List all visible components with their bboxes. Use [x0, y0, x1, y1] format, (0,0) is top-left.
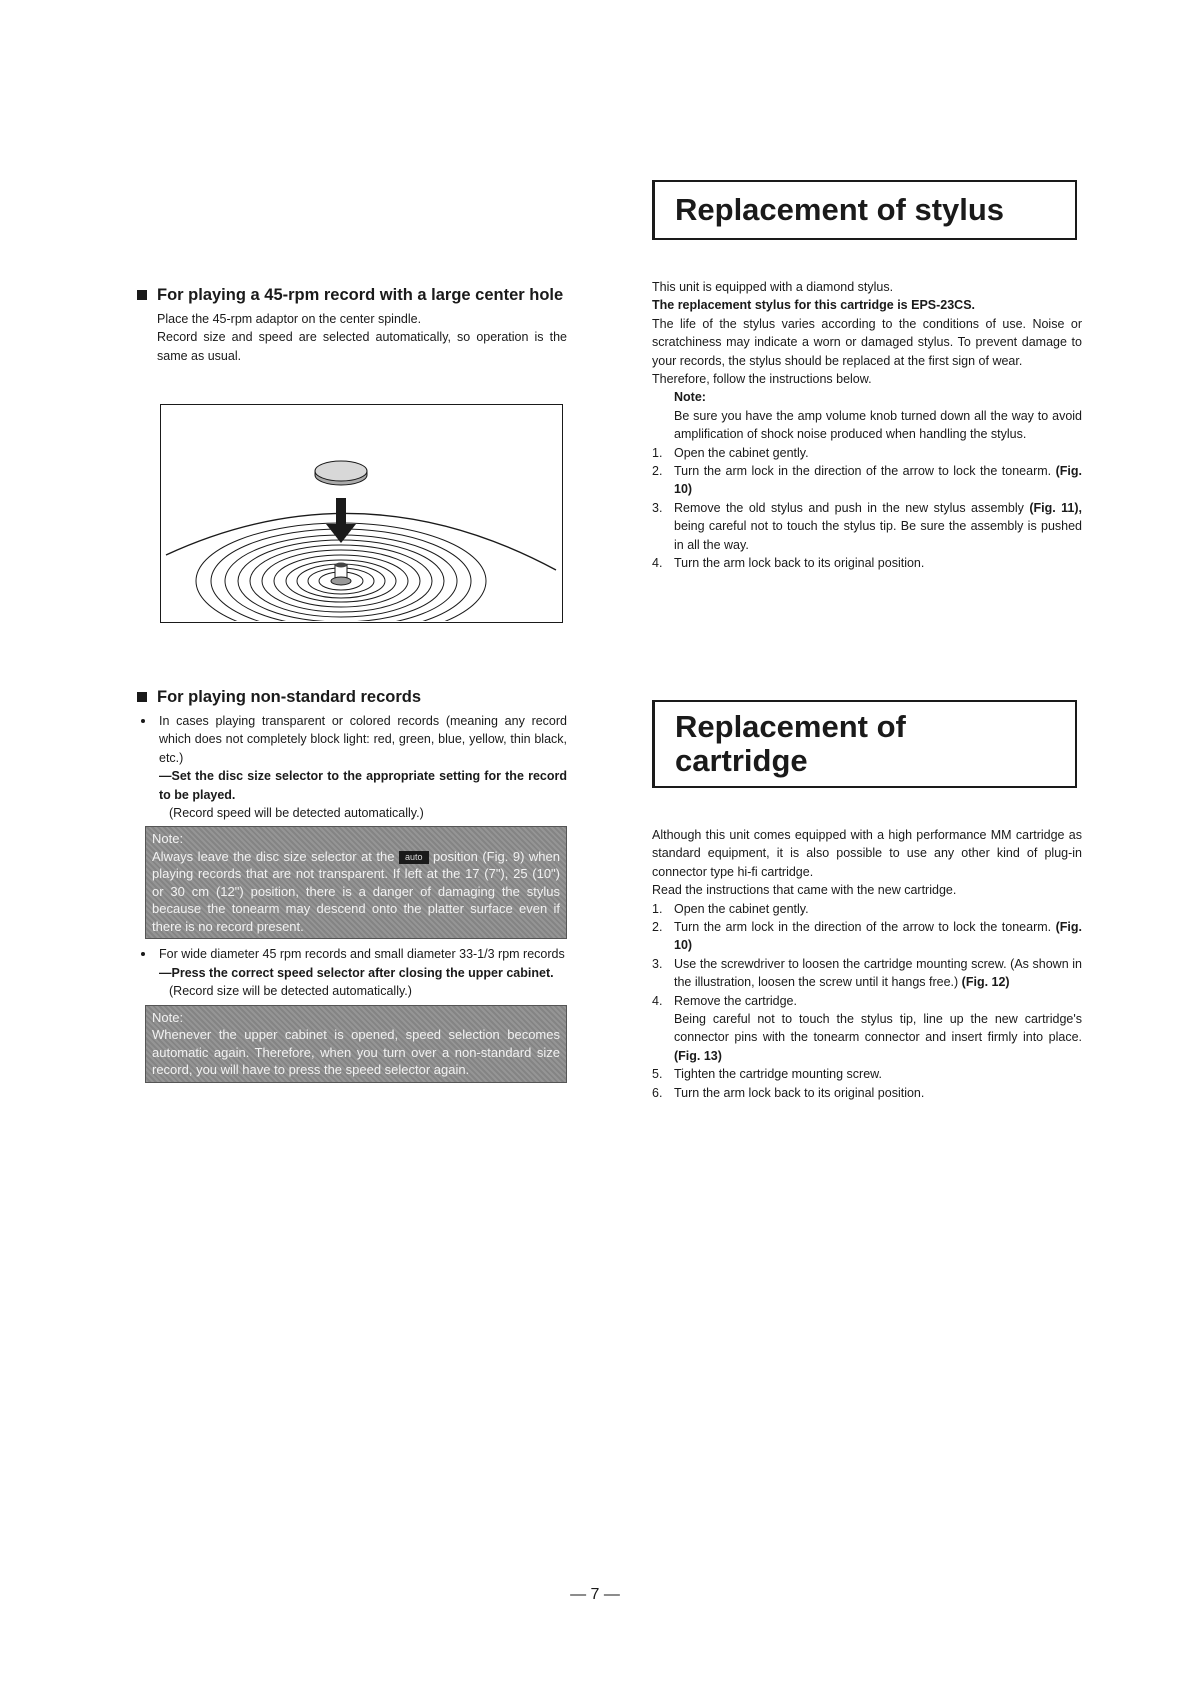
- cartridge-p2: Read the instructions that came with the new cartridge.: [652, 883, 957, 898]
- note2-text: Whenever the upper cabinet is opened, speed selection becomes automatic again. Therefore, when you turn over a non-standard size record, you will have to press the speed selector again.: [152, 1027, 560, 1078]
- stylus-step: 4. Turn the arm lock back to its original position.: [652, 556, 925, 571]
- cartridge-steps: [652, 900, 1082, 1102]
- cartridge-step: 5. Tighten the cartridge mounting screw.: [652, 1067, 882, 1082]
- section-nonstandard-title: For playing non-standard records: [137, 686, 567, 709]
- stylus-note-text: Be sure you have the amp volume knob turned down all the way to avoid amplification of shock noise produced when handling the stylus.: [674, 408, 1082, 442]
- stylus-step: 3. Remove the old stylus and push in the new stylus assembly (Fig. 11), being careful not to touch the stylus tip. Be sure the assembly is pushed in all the way.: [652, 500, 1083, 552]
- cartridge-step: 3. Use the screwdriver to loosen the cartridge mounting screw. (As shown in the illustration, loosen the screw until it hangs free.) (Fig. 12): [652, 956, 1082, 990]
- cartridge-heading-line2: cartridge: [675, 743, 808, 778]
- note2-label: Note:: [152, 1009, 184, 1025]
- bullet-transparent-note: (Record speed will be detected automatically.): [169, 806, 424, 821]
- stylus-p3: The life of the stylus varies according to the conditions of use. Noise or scratchiness may indicate a worn or damaged stylus. To prevent damage to your records, the stylus should be replaced at the first sign of wear.: [652, 316, 1082, 368]
- stylus-step: 1. Open the cabinet gently.: [652, 445, 809, 460]
- stylus-steps: [652, 444, 1082, 573]
- bullet-wide-instruction: —Press the correct speed selector after closing the upper cabinet.: [159, 965, 554, 980]
- cartridge-step: 1. Open the cabinet gently.: [652, 901, 809, 916]
- bullet-transparent-records: In cases playing transparent or colored records (meaning any record which does not completely block light: red, green, blue, yellow, thin black, etc.) —Set the disc size selector to the appropriate setting for the record to be played. (Record speed will be detected automatically.): [137, 712, 567, 822]
- record-adaptor-drawing: [161, 405, 561, 621]
- square-bullet-icon: [137, 692, 147, 702]
- cartridge-step: 2. Turn the arm lock in the direction of the arrow to lock the tonearm. (Fig. 10): [652, 920, 1082, 953]
- cartridge-heading-line1: Replacement of: [675, 709, 906, 744]
- bullet-wide-note: (Record size will be detected automatically.): [169, 984, 412, 999]
- note1-label: Note:: [152, 831, 184, 847]
- section-45rpm-p1: Place the 45-rpm adaptor on the center spindle.: [157, 312, 422, 326]
- cartridge-step: 6. Turn the arm lock back to its original position.: [652, 1085, 925, 1100]
- page-number: — 7 —: [570, 1586, 620, 1603]
- cartridge-p1: Although this unit comes equipped with a high performance MM cartridge as standard equipment, it is also possible to use any other kind of plug-in connector type hi-fi cartridge.: [652, 828, 1082, 879]
- square-bullet-icon: [137, 290, 147, 300]
- stylus-note-label: Note:: [674, 390, 706, 405]
- stylus-p1: This unit is equipped with a diamond stylus.: [652, 280, 894, 294]
- bullet-transparent-instruction: —Set the disc size selector to the appropriate setting for the record to be played.: [159, 769, 567, 802]
- bullet-dot-icon: [141, 952, 145, 956]
- stylus-p4: Therefore, follow the instructions below.: [652, 372, 872, 387]
- section-nonstandard: [137, 686, 567, 1083]
- section-45rpm-p2: Record size and speed are selected automatically, so operation is the same as usual.: [157, 330, 567, 363]
- cartridge-heading: [652, 700, 1077, 788]
- adaptor-illustration: [160, 404, 563, 623]
- note-box-disc-size: Note: Always leave the disc size selector at the auto position (Fig. 9) when playing records that are not transparent. If left at the 17 (7"), 25 (10") or 30 cm (12") position, there is a danger of damaging the stylus because the tonearm may descend onto the platter surface even if there is no record present.: [145, 826, 567, 939]
- auto-position-tag: auto: [399, 851, 429, 864]
- cartridge-step: 4. Remove the cartridge. Being careful not to touch the stylus tip, line up the new cartridge's connector pins with the tonearm connector and insert firmly into place. (Fig. 13): [652, 993, 1082, 1063]
- bullet-wide-diameter: For wide diameter 45 rpm records and small diameter 33-1/3 rpm records —Press the correct speed selector after closing the upper cabinet. (Record size will be detected automatically.): [137, 945, 567, 1000]
- section-cartridge-body: [652, 826, 1082, 1102]
- stylus-heading: Replacement of stylus: [652, 180, 1077, 240]
- section-stylus-body: [652, 278, 1082, 573]
- note-box-speed-selection: [145, 1005, 567, 1083]
- stylus-step: 2. Turn the arm lock in the direction of the arrow to lock the tonearm. (Fig. 10): [652, 464, 1082, 497]
- bullet-dot-icon: [141, 719, 145, 723]
- stylus-note: [652, 388, 1082, 443]
- stylus-replacement-model: The replacement stylus for this cartridge is EPS-23CS.: [652, 298, 976, 313]
- section-45rpm-title: For playing a 45-rpm record with a large center hole: [137, 284, 567, 307]
- section-45rpm: [137, 284, 567, 365]
